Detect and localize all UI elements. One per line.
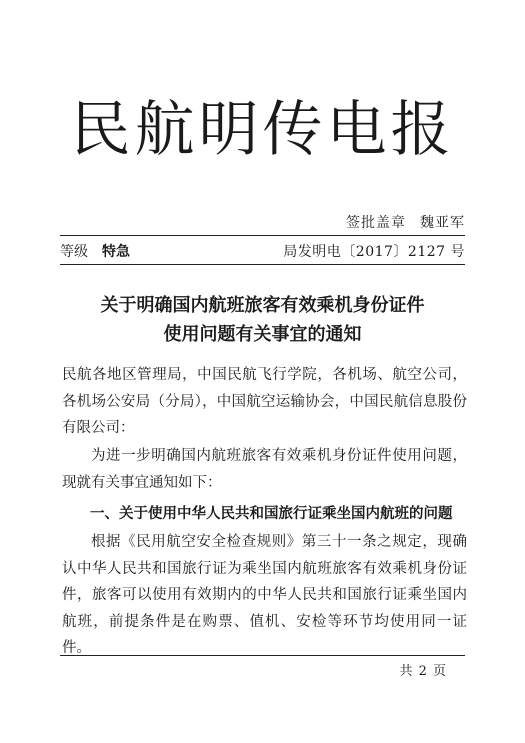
divider-top [60, 235, 465, 236]
subject-line-2: 使用问题有关事宜的通知 [163, 324, 362, 345]
signer-label: 签批盖章 [346, 215, 406, 231]
grade [60, 241, 130, 261]
section-1-body: 根据《民用航空安全检查规则》第三十一条之规定，现确认中华人民共和国旅行证为乘坐国内航班旅客有效乘机身份证件，旅客可以使用有效期内的中华人民共和国旅行证乘坐国内航班，前提条件是在购票、值机、安检等环节均使用同一证件。 [62, 534, 467, 656]
signer-name: 魏亚军 [420, 215, 465, 231]
divider-footer [60, 655, 465, 656]
grade-value: 特急 [102, 244, 130, 260]
signer [346, 212, 465, 232]
divider-header [60, 264, 465, 265]
page-count: 共 2 页 [399, 664, 447, 679]
document-title: 民航明传电报 [70, 95, 455, 165]
document-number: 局发明电〔2017〕2127 号 [283, 244, 465, 260]
addressees: 民航各地区管理局，中国民航飞行学院，各机场、航空公司，各机场公安局（分局），中国航空运输协会，中国民航信息股份有限公司： [62, 367, 467, 436]
intro-paragraph: 为进一步明确国内航班旅客有效乘机身份证件使用问题，现就有关事宜通知如下： [62, 448, 467, 491]
grade-label: 等级 [60, 244, 88, 260]
section-1-heading: 一、关于使用中华人民共和国旅行证乘坐国内航班的问题 [90, 506, 453, 522]
subject-line-1: 关于明确国内航班旅客有效乘机身份证件 [100, 295, 425, 316]
